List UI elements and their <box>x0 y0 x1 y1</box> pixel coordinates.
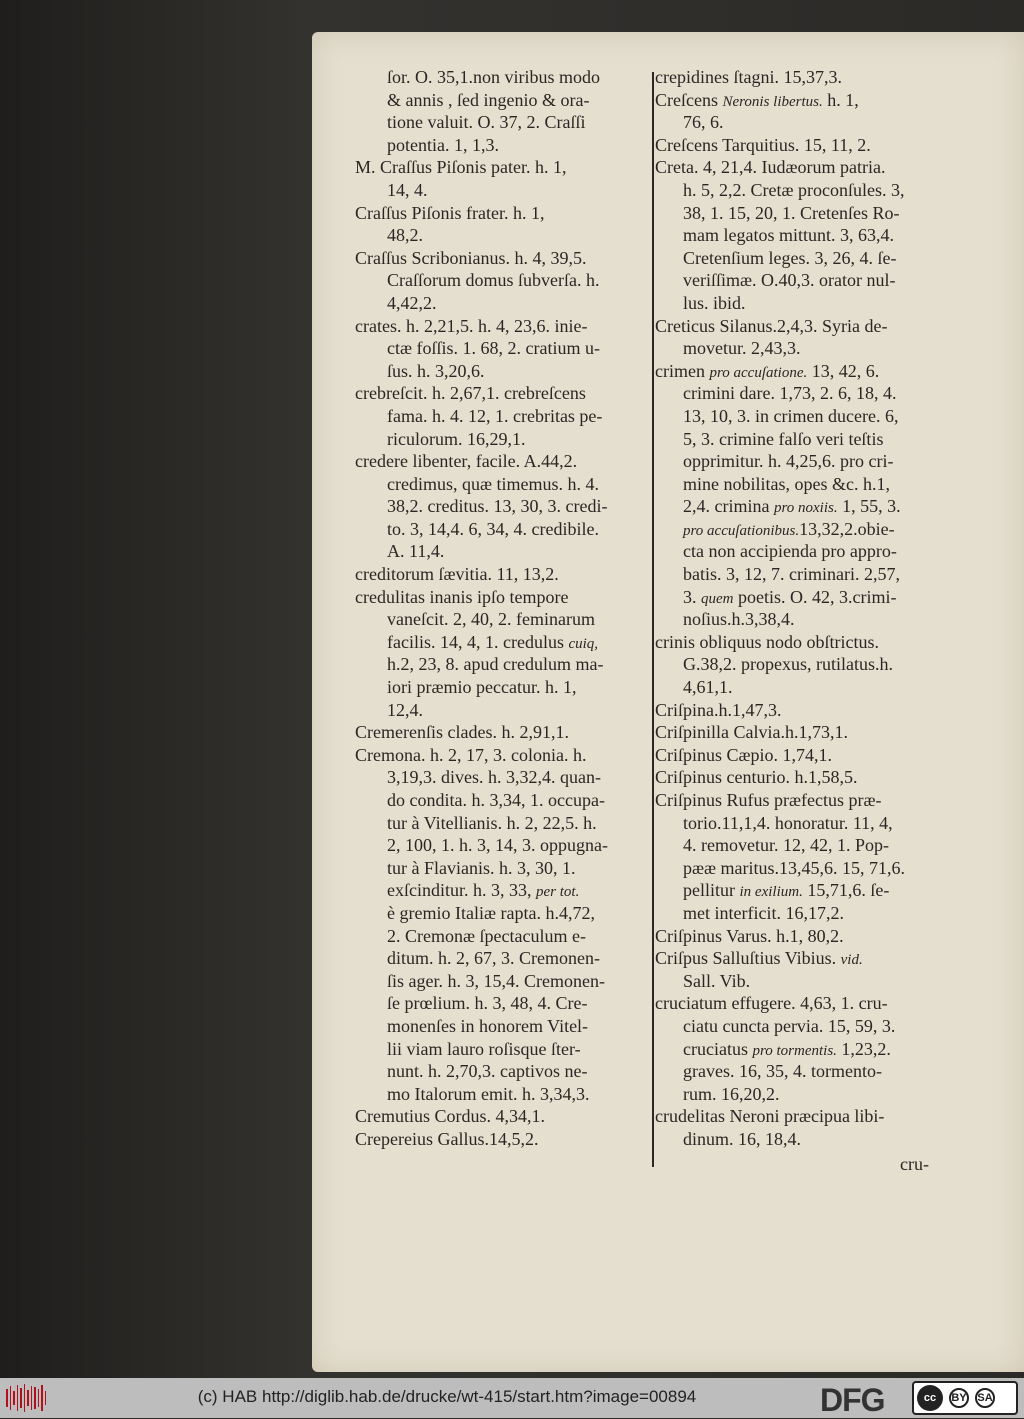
text: tur à Vitellianis. h. 2, 22,5. h. <box>387 812 597 833</box>
text: ciatu cuncta pervia. 15, 59, 3. <box>683 1015 896 1036</box>
text: movetur. 2,43,3. <box>683 338 801 359</box>
index-line <box>355 902 647 925</box>
index-line <box>655 405 977 428</box>
text: ditum. h. 2, 67, 3. Cremonen- <box>387 948 600 969</box>
text: 38, 1. 15, 20, 1. Cretenſes Ro- <box>683 202 900 223</box>
text: crimen <box>655 360 710 381</box>
index-line <box>355 337 647 360</box>
index-line <box>655 834 977 857</box>
index-line <box>355 586 647 609</box>
text: Criſpinus Varus. h.1, 80,2. <box>655 925 844 946</box>
text: 3. <box>683 586 701 607</box>
index-line <box>655 992 977 1015</box>
text: noſius.h.3,38,4. <box>683 609 795 630</box>
text: tione valuit. O. 37, 2. Craſſi <box>387 112 586 133</box>
index-line <box>355 495 647 518</box>
text: veriſſimæ. O.40,3. orator nul- <box>683 270 896 291</box>
index-line <box>655 902 977 925</box>
italic-text: pro accuſationibus. <box>683 522 800 539</box>
index-line <box>655 111 977 134</box>
text: crebreſcit. h. 2,67,1. crebreſcens <box>355 383 586 404</box>
index-line <box>655 970 977 993</box>
index-line <box>355 1083 647 1106</box>
index-line <box>355 1105 647 1128</box>
text: 15,71,6. ſe- <box>802 880 890 901</box>
text: Cremerenſis clades. h. 2,91,1. <box>355 722 569 743</box>
text: batis. 3, 12, 7. criminari. 2,57, <box>683 564 900 585</box>
index-line <box>355 450 647 473</box>
text: 1, 55, 3. <box>837 496 901 517</box>
index-line <box>655 586 977 609</box>
text: Criſpina.h.1,47,3. <box>655 699 782 720</box>
text: 4,42,2. <box>387 292 437 313</box>
text: nunt. h. 2,70,3. captivos ne- <box>387 1061 588 1082</box>
text: mo Italorum emit. h. 3,34,3. <box>387 1083 590 1104</box>
text: pææ maritus.13,45,6. 15, 71,6. <box>683 857 906 878</box>
index-line <box>655 925 977 948</box>
index-line <box>655 450 977 473</box>
text: Cremona. h. 2, 17, 3. colonia. h. <box>355 744 587 765</box>
index-line <box>655 857 977 880</box>
text: dinum. 16, 18,4. <box>683 1128 802 1149</box>
index-line <box>655 224 977 247</box>
text: 48,2. <box>387 225 423 246</box>
text: 3,19,3. dives. h. 3,32,4. quan- <box>387 767 601 788</box>
index-line <box>655 563 977 586</box>
text: cruciatum effugere. 4,63, 1. cru- <box>655 993 888 1014</box>
text: Criſpinus Cæpio. 1,74,1. <box>655 744 833 765</box>
text: pellitur <box>683 880 740 901</box>
index-line <box>355 789 647 812</box>
text: credimus, quæ timemus. h. 4. <box>387 473 599 494</box>
index-line <box>355 1015 647 1038</box>
text: ſor. O. 35,1.non viribus modo <box>387 67 601 87</box>
index-line <box>655 608 977 631</box>
dfg-logo: DFG <box>820 1382 885 1418</box>
index-line <box>655 1083 977 1106</box>
index-line <box>655 1015 977 1038</box>
index-line <box>655 269 977 292</box>
italic-text: per tot. <box>535 884 580 901</box>
index-line <box>355 224 647 247</box>
text: 4. removetur. 12, 42, 1. Pop- <box>683 835 889 856</box>
index-line <box>355 89 647 112</box>
index-line <box>655 789 977 812</box>
index-line <box>655 179 977 202</box>
cc-icon: cc <box>917 1385 943 1411</box>
index-line <box>655 766 977 789</box>
index-line <box>655 744 977 767</box>
index-line <box>655 473 977 496</box>
index-line <box>355 563 647 586</box>
text: Craſſus Piſonis frater. h. 1, <box>355 202 545 223</box>
text: poetis. O. 42, 3.crimi- <box>733 586 897 607</box>
index-line <box>355 925 647 948</box>
index-line <box>355 540 647 563</box>
index-line <box>355 970 647 993</box>
text: h.2, 23, 8. apud credulum ma- <box>387 654 604 675</box>
index-line <box>355 247 647 270</box>
index-line <box>355 653 647 676</box>
text: Craſſorum domus ſubverſa. h. <box>387 270 600 291</box>
index-line <box>655 1105 977 1128</box>
text: Sall. Vib. <box>683 970 751 991</box>
text: rum. 16,20,2. <box>683 1083 780 1104</box>
text: cta non accipienda pro appro- <box>683 541 897 562</box>
by-icon: BY <box>949 1388 969 1408</box>
index-line <box>355 631 647 654</box>
index-line <box>655 653 977 676</box>
text: vaneſcit. 2, 40, 2. feminarum <box>387 609 595 630</box>
text: 2,4. crimina <box>683 496 774 517</box>
index-line <box>355 1128 647 1151</box>
index-line <box>355 812 647 835</box>
text: Cremutius Cordus. 4,34,1. <box>355 1106 546 1127</box>
text: ſe prœlium. h. 3, 48, 4. Cre- <box>387 993 588 1014</box>
index-line <box>355 608 647 631</box>
index-line <box>355 428 647 451</box>
text: 13, 10, 3. in crimen ducere. 6, <box>683 405 899 426</box>
text: mine nobilitas, opes &c. h.1, <box>683 473 890 494</box>
index-line <box>655 699 977 722</box>
index-line <box>655 89 977 112</box>
index-line <box>655 879 977 902</box>
index-line <box>655 360 977 383</box>
text: lii viam lauro roſisque ſter- <box>387 1038 581 1059</box>
index-line <box>355 473 647 496</box>
italic-text: pro accuſatione. <box>709 364 808 381</box>
text: crinis obliquus nodo obſtrictus. <box>655 631 879 652</box>
text: 13,32,2.obie- <box>799 518 895 539</box>
text: M. Craſſus Piſonis pater. h. 1, <box>355 157 567 178</box>
index-line <box>655 540 977 563</box>
index-line <box>655 247 977 270</box>
text: 12,4. <box>387 699 423 720</box>
text: Cretenſium leges. 3, 26, 4. ſe- <box>683 247 897 268</box>
text: ctæ foſſis. 1. 68, 2. cratium u- <box>387 338 600 359</box>
text: monenſes in honorem Vitel- <box>387 1015 589 1036</box>
index-line <box>355 269 647 292</box>
index-line <box>355 518 647 541</box>
text: torio.11,1,4. honoratur. 11, 4, <box>683 812 893 833</box>
text: riculorum. 16,29,1. <box>387 428 526 449</box>
index-line <box>355 879 647 902</box>
index-line <box>355 721 647 744</box>
text: Creſcens Tarquitius. 15, 11, 2. <box>655 134 871 155</box>
text: 2, 100, 1. h. 3, 14, 3. oppugna- <box>387 835 608 856</box>
text: A. 11,4. <box>387 541 445 562</box>
text: cruciatus <box>683 1038 753 1059</box>
index-line <box>355 834 647 857</box>
index-line <box>655 812 977 835</box>
column-divider <box>652 72 654 1167</box>
index-line <box>655 1060 977 1083</box>
text: h. 5, 2,2. Cretæ proconſules. 3, <box>683 179 905 200</box>
index-line <box>355 292 647 315</box>
index-line <box>655 495 977 518</box>
index-line <box>355 134 647 157</box>
text: 13, 42, 6. <box>807 360 880 381</box>
text: Criſpinus Rufus præfectus præ- <box>655 790 882 810</box>
text: 4,61,1. <box>683 677 733 698</box>
text: crimini dare. 1,73, 2. 6, 18, 4. <box>683 383 897 404</box>
text: Creta. 4, 21,4. Iudæorum patria. <box>655 157 886 178</box>
index-column-right <box>655 66 977 1151</box>
text: 1,23,2. <box>836 1038 891 1059</box>
text: Craſſus Scribonianus. h. 4, 39,5. <box>355 247 587 268</box>
index-line <box>655 337 977 360</box>
index-line <box>355 405 647 428</box>
text: credere libenter, facile. A.44,2. <box>355 451 578 472</box>
text: Creticus Silanus.2,4,3. Syria de- <box>655 315 888 336</box>
text: to. 3, 14,4. 6, 34, 4. credibile. <box>387 518 599 539</box>
text: h. 1, <box>822 89 859 110</box>
index-line <box>355 382 647 405</box>
sa-icon: SA <box>975 1388 995 1408</box>
index-line <box>655 947 977 970</box>
index-line <box>355 1060 647 1083</box>
index-column-left <box>355 66 647 1151</box>
text: crepidines ſtagni. 15,37,3. <box>655 67 842 87</box>
index-line <box>355 66 647 89</box>
text: 5, 3. crimine falſo veri teſtis <box>683 428 884 449</box>
text: iori præmio peccatur. h. 1, <box>387 677 577 698</box>
text: mam legatos mittunt. 3, 63,4. <box>683 225 894 246</box>
index-line <box>655 134 977 157</box>
copyright-link[interactable]: (c) HAB http://diglib.hab.de/drucke/wt-415/start.htm?image=00894 <box>197 1387 697 1406</box>
catchword: cru- <box>900 1154 929 1174</box>
text: è gremio Italiæ rapta. h.4,72, <box>387 902 595 923</box>
text: Creſcens <box>655 89 723 110</box>
text: ſis ager. h. 3, 15,4. Cremonen- <box>387 970 605 991</box>
index-line <box>355 744 647 767</box>
text: Criſpus Salluſtius Vibius. <box>655 948 841 969</box>
index-line <box>355 315 647 338</box>
index-line <box>355 1038 647 1061</box>
index-line <box>655 292 977 315</box>
index-line <box>355 766 647 789</box>
index-line <box>355 992 647 1015</box>
index-line <box>655 721 977 744</box>
italic-text: pro tormentis. <box>752 1042 837 1059</box>
book-page <box>312 32 1024 1372</box>
index-line <box>355 360 647 383</box>
index-line <box>655 202 977 225</box>
footer-bar <box>0 1378 1024 1418</box>
text: 38,2. creditus. 13, 30, 3. credi- <box>387 496 608 517</box>
index-line <box>355 179 647 202</box>
text: potentia. 1, 1,3. <box>387 134 499 155</box>
italic-text: quem <box>701 590 734 607</box>
italic-text: pro noxiis. <box>773 500 838 517</box>
italic-text: in exilium. <box>739 884 803 901</box>
index-line <box>655 156 977 179</box>
cc-license-badge[interactable] <box>912 1381 1018 1415</box>
index-line <box>655 315 977 338</box>
text: Criſpinilla Calvia.h.1,73,1. <box>655 722 848 743</box>
index-line <box>655 66 977 89</box>
index-line <box>355 699 647 722</box>
text: met interficit. 16,17,2. <box>683 902 844 923</box>
italic-text: vid. <box>840 952 863 969</box>
text: facilis. 14, 4, 1. credulus <box>387 631 569 652</box>
text: opprimitur. h. 4,25,6. pro cri- <box>683 451 894 472</box>
text: exſcinditur. h. 3, 33, <box>387 880 536 901</box>
text: 14, 4. <box>387 179 428 200</box>
index-line <box>655 631 977 654</box>
text: lus. ibid. <box>683 292 746 313</box>
text: graves. 16, 35, 4. tormento- <box>683 1061 882 1082</box>
index-line <box>655 1128 977 1151</box>
index-line <box>655 382 977 405</box>
text: Crepereius Gallus.14,5,2. <box>355 1128 539 1149</box>
index-line <box>355 676 647 699</box>
index-line <box>355 111 647 134</box>
index-line <box>355 947 647 970</box>
index-line <box>355 857 647 880</box>
text: credulitas inanis ipſo tempore <box>355 586 569 607</box>
index-line <box>655 1038 977 1061</box>
text: G.38,2. propexus, rutilatus.h. <box>683 654 893 675</box>
index-line <box>355 202 647 225</box>
text: 76, 6. <box>683 112 724 133</box>
text: Criſpinus centurio. h.1,58,5. <box>655 767 858 788</box>
text: crates. h. 2,21,5. h. 4, 23,6. inie- <box>355 315 588 336</box>
text: ſus. h. 3,20,6. <box>387 360 485 381</box>
text: & annis , ſed ingenio & ora- <box>387 89 590 110</box>
italic-text: Neronis libertus. <box>722 93 823 110</box>
text: 2. Cremonæ ſpectaculum e- <box>387 925 586 946</box>
index-line <box>655 518 977 541</box>
text: do condita. h. 3,34, 1. occupa- <box>387 790 605 810</box>
text: crudelitas Neroni præcipua libi- <box>655 1106 885 1127</box>
text: tur à Flavianis. h. 3, 30, 1. <box>387 857 576 878</box>
text: creditorum ſævitia. 11, 13,2. <box>355 564 559 585</box>
index-line <box>655 676 977 699</box>
text: fama. h. 4. 12, 1. crebritas pe- <box>387 405 603 426</box>
index-line <box>655 428 977 451</box>
italic-text: cuiq, <box>568 635 599 652</box>
index-line <box>355 156 647 179</box>
